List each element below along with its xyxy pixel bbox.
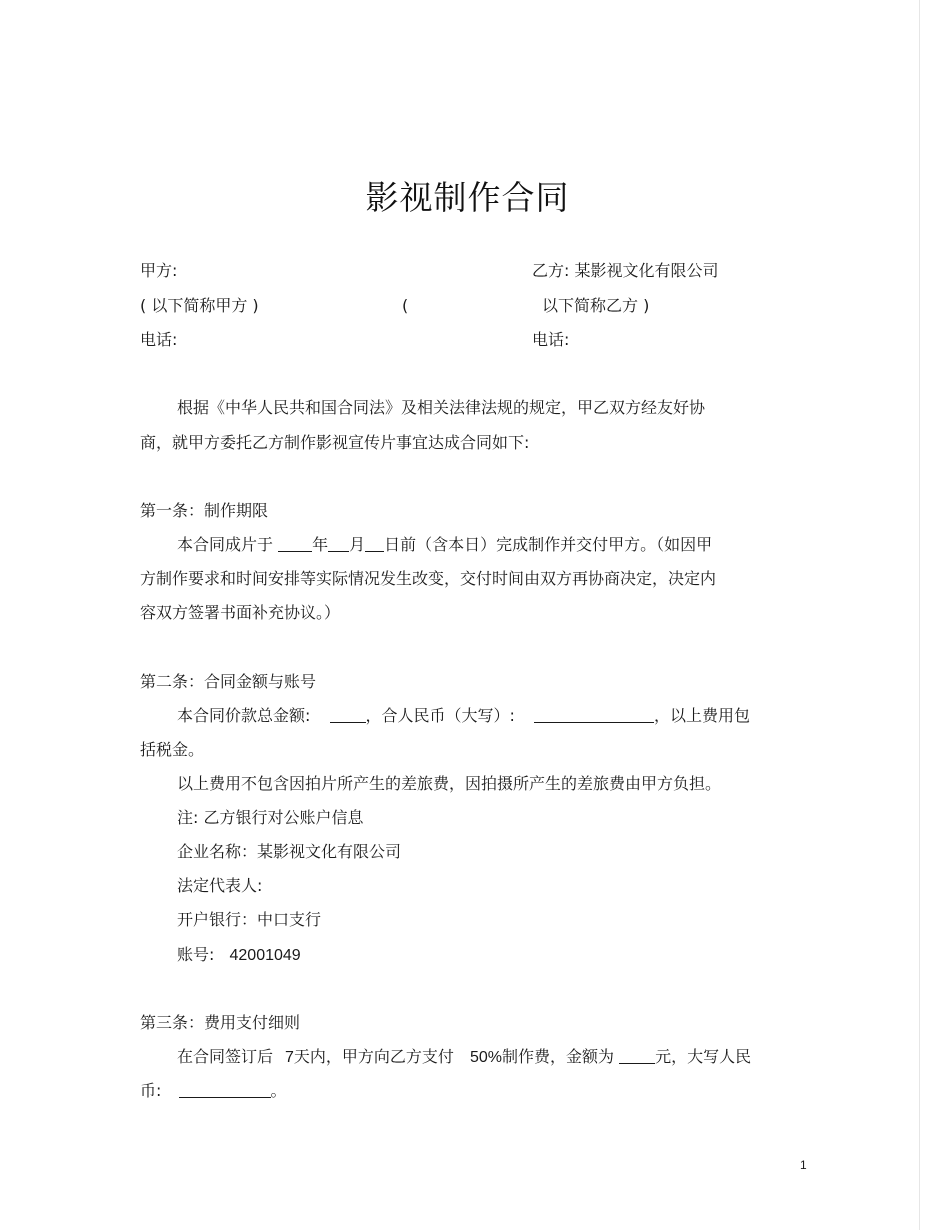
article-1-heading: 第一条：制作期限 xyxy=(140,501,269,520)
party-b-abbr-open: ( xyxy=(402,296,409,315)
payment-percent: 50% xyxy=(469,1049,502,1066)
article-3-text-b: 天内，甲方向乙方支付 xyxy=(293,1047,454,1066)
blank-amount-words xyxy=(534,707,654,723)
article-2-text-c: ，以上费用包 xyxy=(654,706,751,725)
article-2-line-2: 括税金。 xyxy=(140,740,205,759)
payment-days: 7 xyxy=(285,1049,294,1066)
article-3-text-c: 制作费，金额为 xyxy=(501,1047,614,1066)
intro-line-1: 根据《中华人民共和国合同法》及相关法律法规的规定，甲乙双方经友好协 xyxy=(177,398,706,417)
blank-total-amount xyxy=(330,707,366,723)
article-3-text-e: 币: xyxy=(140,1081,162,1100)
blank-year xyxy=(278,536,312,552)
bank-note: 注: 乙方银行对公账户信息 xyxy=(177,808,364,827)
article-1-text-b: 日前（含本日）完成制作并交付甲方。（如因甲 xyxy=(384,535,713,554)
party-a-phone: 电话: xyxy=(140,330,178,349)
party-a-abbr: ( 以下简称甲方 ) xyxy=(140,296,259,315)
article-3-text-d: 元，大写人民 xyxy=(655,1047,752,1066)
article-1-month: 月 xyxy=(349,535,366,554)
intro-line-2: 商，就甲方委托乙方制作影视宣传片事宜达成合同如下: xyxy=(140,433,530,452)
document-title: 影视制作合同 xyxy=(365,178,570,217)
party-b-label: 乙方: 某影视文化有限公司 xyxy=(532,261,719,280)
article-1-line-1 xyxy=(177,535,712,555)
article-2-text-a: 本合同价款总金额: xyxy=(177,706,311,725)
article-3-text-a: 在合同签订后 xyxy=(177,1047,274,1066)
blank-payment-amount xyxy=(619,1048,655,1064)
legal-representative: 法定代表人: xyxy=(177,876,263,895)
account-line xyxy=(177,945,301,966)
article-2-line-3: 以上费用不包含因拍片所产生的差旅费，因拍摄所产生的差旅费由甲方负担。 xyxy=(177,774,722,793)
article-1-line-3: 容双方签署书面补充协议。） xyxy=(140,603,341,622)
party-b-phone: 电话: xyxy=(532,330,570,349)
article-2-heading: 第二条：合同金额与账号 xyxy=(140,672,317,691)
party-a-label: 甲方: xyxy=(140,261,178,280)
account-number: 42001049 xyxy=(229,947,301,964)
article-1-year: 年 xyxy=(312,535,329,554)
company-name: 企业名称：某影视文化有限公司 xyxy=(177,842,402,861)
article-3-line-2 xyxy=(140,1081,287,1101)
article-2-text-b: ，合人民币（大写）: xyxy=(365,706,515,725)
blank-month xyxy=(328,536,349,552)
blank-day xyxy=(365,536,384,552)
party-b-abbr: 以下简称乙方 ) xyxy=(542,296,650,315)
page-number: 1 xyxy=(800,1158,807,1172)
blank-payment-words xyxy=(179,1082,271,1098)
account-label: 账号: xyxy=(177,945,215,964)
article-1-line-2: 方制作要求和时间安排等实际情况发生改变，交付时间由双方再协商决定，决定内 xyxy=(140,569,717,588)
article-1-text-a: 本合同成片于 xyxy=(177,535,274,554)
article-3-heading: 第三条：费用支付细则 xyxy=(140,1013,301,1032)
article-3-line-1 xyxy=(177,1047,751,1068)
article-3-text-f: 。 xyxy=(270,1081,287,1100)
article-2-line-1 xyxy=(177,706,750,726)
bank-name: 开户银行：中口支行 xyxy=(177,910,322,929)
